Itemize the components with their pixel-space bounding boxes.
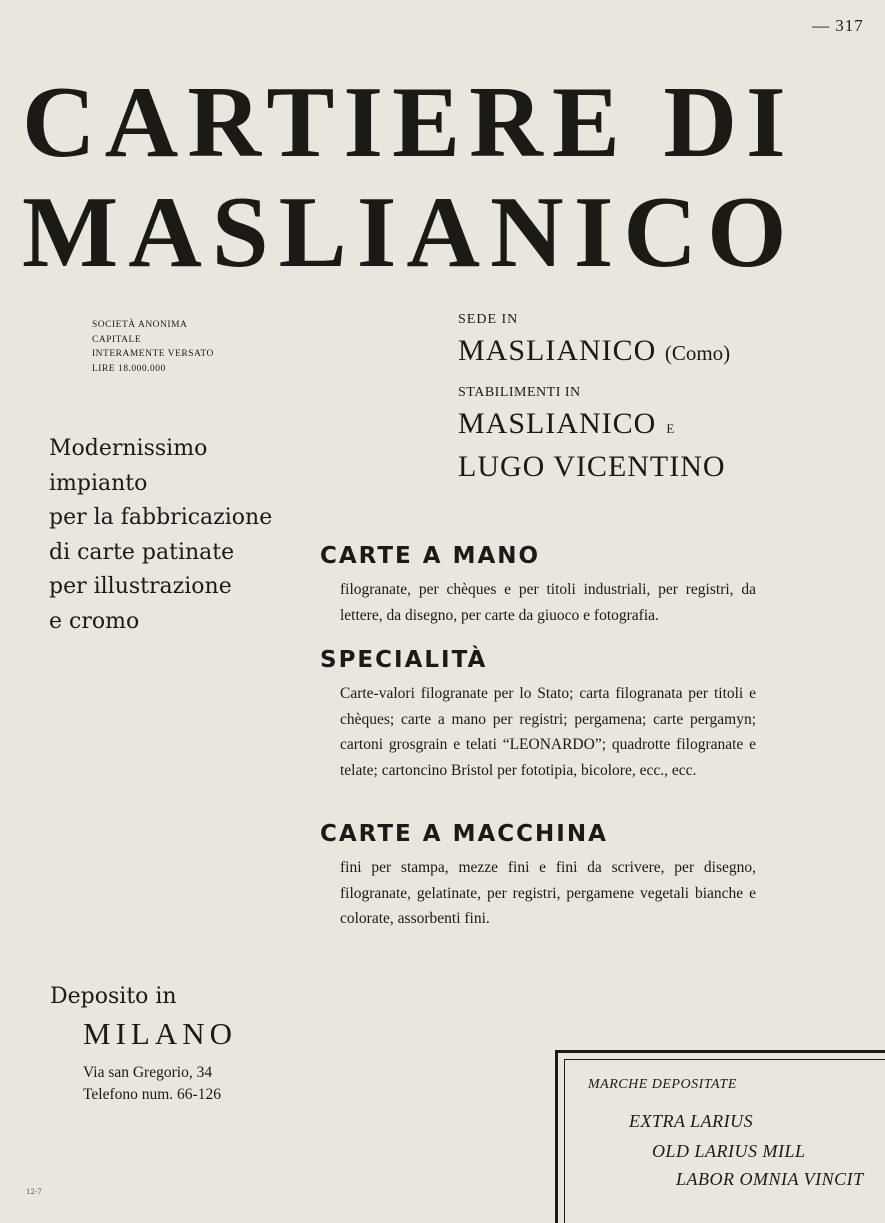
stabilimenti-city-1-name: MASLIANICO: [458, 407, 657, 440]
sede-city: [458, 334, 730, 368]
section-body-carte-a-macchina: fini per stampa, mezze fini e fini da scrivere, per disegno, filogranate, gelatinate, per registri, pergamene vegetali bianche e colorate, assorbenti fini.: [340, 859, 756, 927]
stabilimenti-label: STABILIMENTI IN: [458, 385, 581, 400]
title-line-1: CARTIERE DI: [22, 66, 795, 179]
deposit-label: Deposito in: [50, 984, 177, 1009]
title-line-2: MASLIANICO: [22, 176, 797, 289]
company-info-line: CAPITALE: [92, 334, 142, 345]
intro-line: di carte patinate: [49, 539, 235, 565]
section-body-specialita: Carte-valori filogranate per lo Stato; carta filogranata per titoli e chèques; carte a mano per registri; pergamena; carte pergamyn; cartoni grosgrain e telati “LEONARDO”; quadrotte filogranate e telate; cartoncino Bristol per fototipia, bicolore, ecc., ecc.: [340, 685, 756, 779]
sede-province: (Como): [664, 341, 731, 365]
trademarks-title: MARCHE DEPOSITATE: [588, 1077, 737, 1092]
company-info-line: SOCIETÀ ANONIMA: [92, 320, 188, 330]
print-code: 12-7: [26, 1188, 42, 1196]
trademarks-box: [555, 1050, 885, 1223]
trademark-item: LABOR OMNIA VINCIT: [676, 1169, 864, 1189]
trademark-item: EXTRA LARIUS: [629, 1111, 754, 1131]
stabilimenti-conj: E: [666, 421, 676, 436]
company-info-line: INTERAMENTE VERSATO: [92, 349, 214, 359]
stabilimenti-city-2: LUGO VICENTINO: [458, 450, 726, 483]
intro-line: impianto: [49, 470, 148, 496]
intro-line: per illustrazione: [49, 574, 232, 599]
company-info: [92, 318, 214, 376]
intro-line: per la fabbricazione: [49, 505, 273, 530]
sede-city-name: MASLIANICO: [458, 334, 657, 367]
section-heading-carte-a-macchina: CARTE A MACCHINA: [320, 821, 608, 847]
deposit-phone: Telefono num. 66-126: [83, 1086, 221, 1103]
company-info-line: LIRE 18.000.000: [92, 363, 166, 374]
trademark-item: OLD LARIUS MILL: [652, 1141, 806, 1161]
deposit-address: [83, 1062, 221, 1106]
section-heading-carte-a-mano: CARTE A MANO: [320, 543, 541, 569]
deposit-street: Via san Gregorio, 34: [83, 1064, 213, 1081]
section-body-carte-a-mano: filogranate, per chèques e per titoli industriali, per registri, da lettere, da disegno, per carte da giuoco e fotografia.: [340, 581, 756, 624]
sede-label: SEDE IN: [458, 312, 519, 327]
page-number: — 317: [812, 16, 864, 35]
intro-text: [49, 432, 272, 639]
section-heading-specialita: SPECIALITÀ: [320, 647, 488, 673]
stabilimenti-city-1: [458, 407, 675, 441]
intro-line: e cromo: [49, 608, 140, 634]
intro-line: Modernissimo: [49, 436, 208, 461]
deposit-city: MILANO: [83, 1016, 237, 1051]
